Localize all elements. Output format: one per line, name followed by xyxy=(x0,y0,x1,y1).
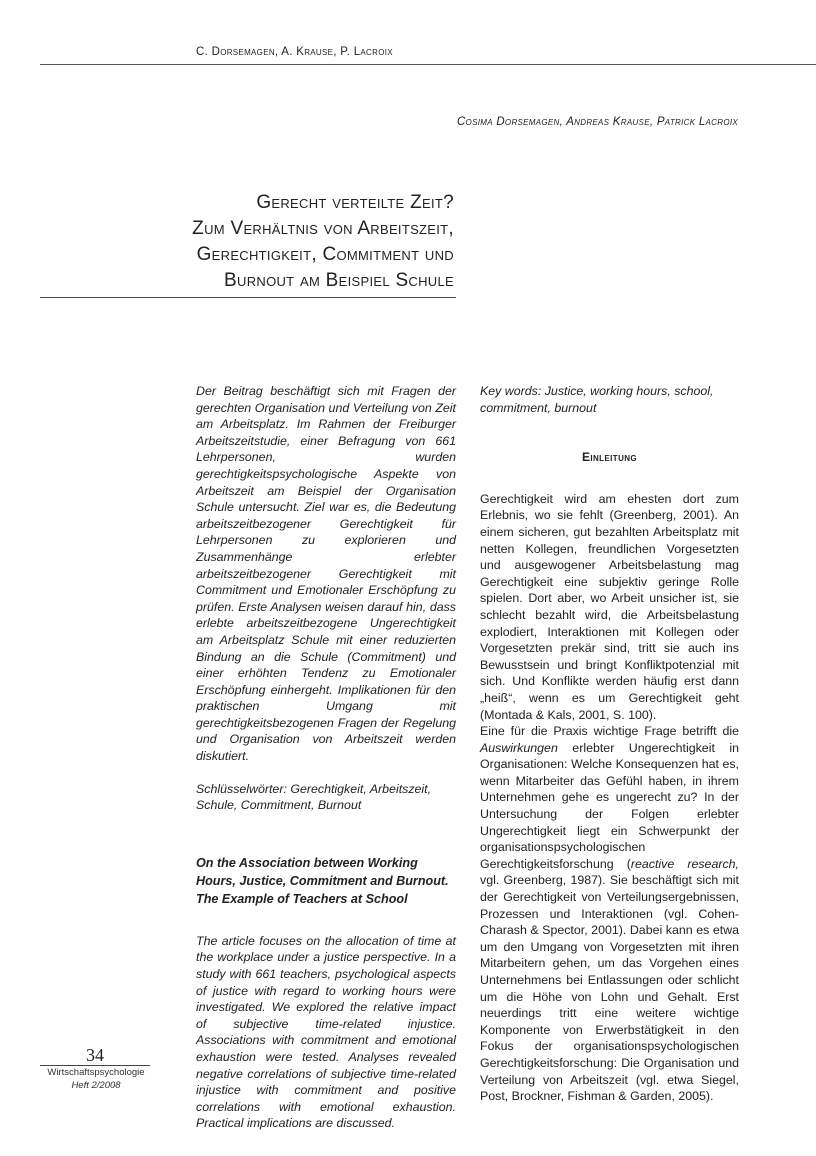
intro-emphasis: Auswirkungen xyxy=(480,740,558,755)
article-byline: Cosima Dorsemagen, Andreas Krause, Patrick Lacroix xyxy=(456,116,738,128)
intro-text: erlebter Ungerechtigkeit in Organisationen: Welche Konsequenzen hat es, wenn Mitarbeiter das Gefühl haben, in ihrem Unternehmen gehe es ungerecht zu? In der Untersuchung der Folgen erlebter Ungerechtigkeit liegt ein Schwerpunkt der organisationspsychologischen Gerechtigkeitsforschung ( xyxy=(480,740,739,871)
right-column xyxy=(480,383,739,1105)
article-title xyxy=(54,190,454,294)
english-title: On the Association between Working Hours, Justice, Commitment and Burnout. The Example of Teachers at School xyxy=(196,855,449,906)
abstract-english: The article focuses on the allocation of time at the workplace under a justice perspective. In a study with 661 teachers, psychological aspects of justice with regard to working hours were investigated. We explored the relative impact of subjective time-related injustice. Associations with commitment and emotional exhaustion were tested. Analyses revealed negative correlations of subjective time-related injustice with commitment and positive correlations with emotional exhaustion. Practical implications are discussed. xyxy=(196,933,456,1131)
page-number: 34 xyxy=(86,1045,104,1065)
title-line: Gerecht verteilte Zeit? xyxy=(256,192,454,213)
title-line: Burnout am Beispiel Schule xyxy=(224,270,454,291)
section-heading: Einleitung xyxy=(581,450,638,465)
running-header-authors: C. Dorsemagen, A. Krause, P. Lacroix xyxy=(196,46,393,58)
intro-paragraph-2 xyxy=(480,723,739,1105)
journal-name: Wirtschaftspsychologie xyxy=(47,1067,145,1078)
abstract-german: Der Beitrag beschäftigt sich mit Fragen der gerechten Organisation und Verteilung von Zeit am Arbeitsplatz. Im Rahmen der Freiburger Arbeitszeitstudie, einer Befragung von 661 Lehrpersonen, wurden gerechtigkeitspsychologische Aspekte von Arbeitszeit am Beispiel der Organisation Schule untersucht. Ziel war es, die Bedeutung arbeitszeitbezogener Gerechtigkeit für Lehrpersonen zu explorieren und Zusammenhänge erlebter arbeitszeitbezogener Gerechtigkeit mit Commitment und Emotionaler Erschöpfung zu prüfen. Erste Analysen weisen darauf hin, dass erlebte arbeitszeitbezogene Ungerechtigkeit am Arbeitsplatz Schule mit einer reduzierten Bindung an die Schule (Commitment) und einer erhöhten Tendenz zu Emotionaler Erschöpfung einhergeht. Implikationen für den praktischen Umgang mit gerechtigkeitsbezogenen Fragen der Regelung und Organisation von Arbeitszeit werden diskutiert. xyxy=(196,384,456,764)
journal-issue: Heft 2/2008 xyxy=(71,1080,121,1091)
intro-emphasis: reactive research, xyxy=(630,856,739,871)
intro-paragraph-1: Gerechtigkeit wird am ehesten dort zum Erlebnis, wo sie fehlt (Greenberg, 2001). An einem sicheren, gut bezahlten Arbeitsplatz mit netten Kollegen, freundlichen Vorgesetzten und ausgewogener Arbeitsbelastung mag Gerechtigkeit eine subjektiv geringe Rolle spielen. Dort aber, wo Arbeit unsicher ist, sie schlecht bezahlt wird, die Arbeitsbelastung explodiert, Interaktionen mit Kollegen oder Vorgesetzten prekär sind, tritt sie auch ins Bewusstsein und bringt Konfliktpotenzial mit sich. Und Konflikte werden häufig erst dann „heiß“, wenn es um Gerechtigkeit geht (Montada & Kals, 2001, S. 100). xyxy=(480,491,739,722)
title-divider xyxy=(40,297,456,298)
keywords-german: Schlüsselwörter: Gerechtigkeit, Arbeitszeit, Schule, Commitment, Burnout xyxy=(196,781,432,813)
title-line: Zum Verhältnis von Arbeitszeit, xyxy=(192,218,454,239)
left-column xyxy=(196,383,456,1148)
header-divider xyxy=(40,64,816,65)
keywords-english: Key words: Justice, working hours, school, commitment, burnout xyxy=(480,384,714,415)
intro-text: vgl. Greenberg, 1987). Sie beschäftigt sich mit der Gerechtigkeit von Verteilungsergebnissen, Prozessen und Interaktionen (vgl. Cohen-Charash & Spector, 2001). Dabei kann es etwa um den Umgang von Vorgesetzten mit ihren Mitarbeitern gehen, um das Vorgehen eines Unternehmens bei Entlassungen oder schlicht um die Höhe von Lohn und Gehalt. Erst neuerdings tritt eine weitere wichtige Komponente von Erwerbstätigkeit in den Fokus der organisationspsychologischen Gerechtigkeitsforschung: Die Organisation und Verteilung von Arbeitszeit (vgl. etwa Siegel, Post, Brockner, Fishman & Garden, 2005). xyxy=(480,873,739,1104)
intro-text: Eine für die Praxis wichtige Frage betrifft die xyxy=(480,724,739,739)
footer-divider xyxy=(40,1065,150,1066)
title-line: Gerechtigkeit, Commitment und xyxy=(196,244,454,265)
